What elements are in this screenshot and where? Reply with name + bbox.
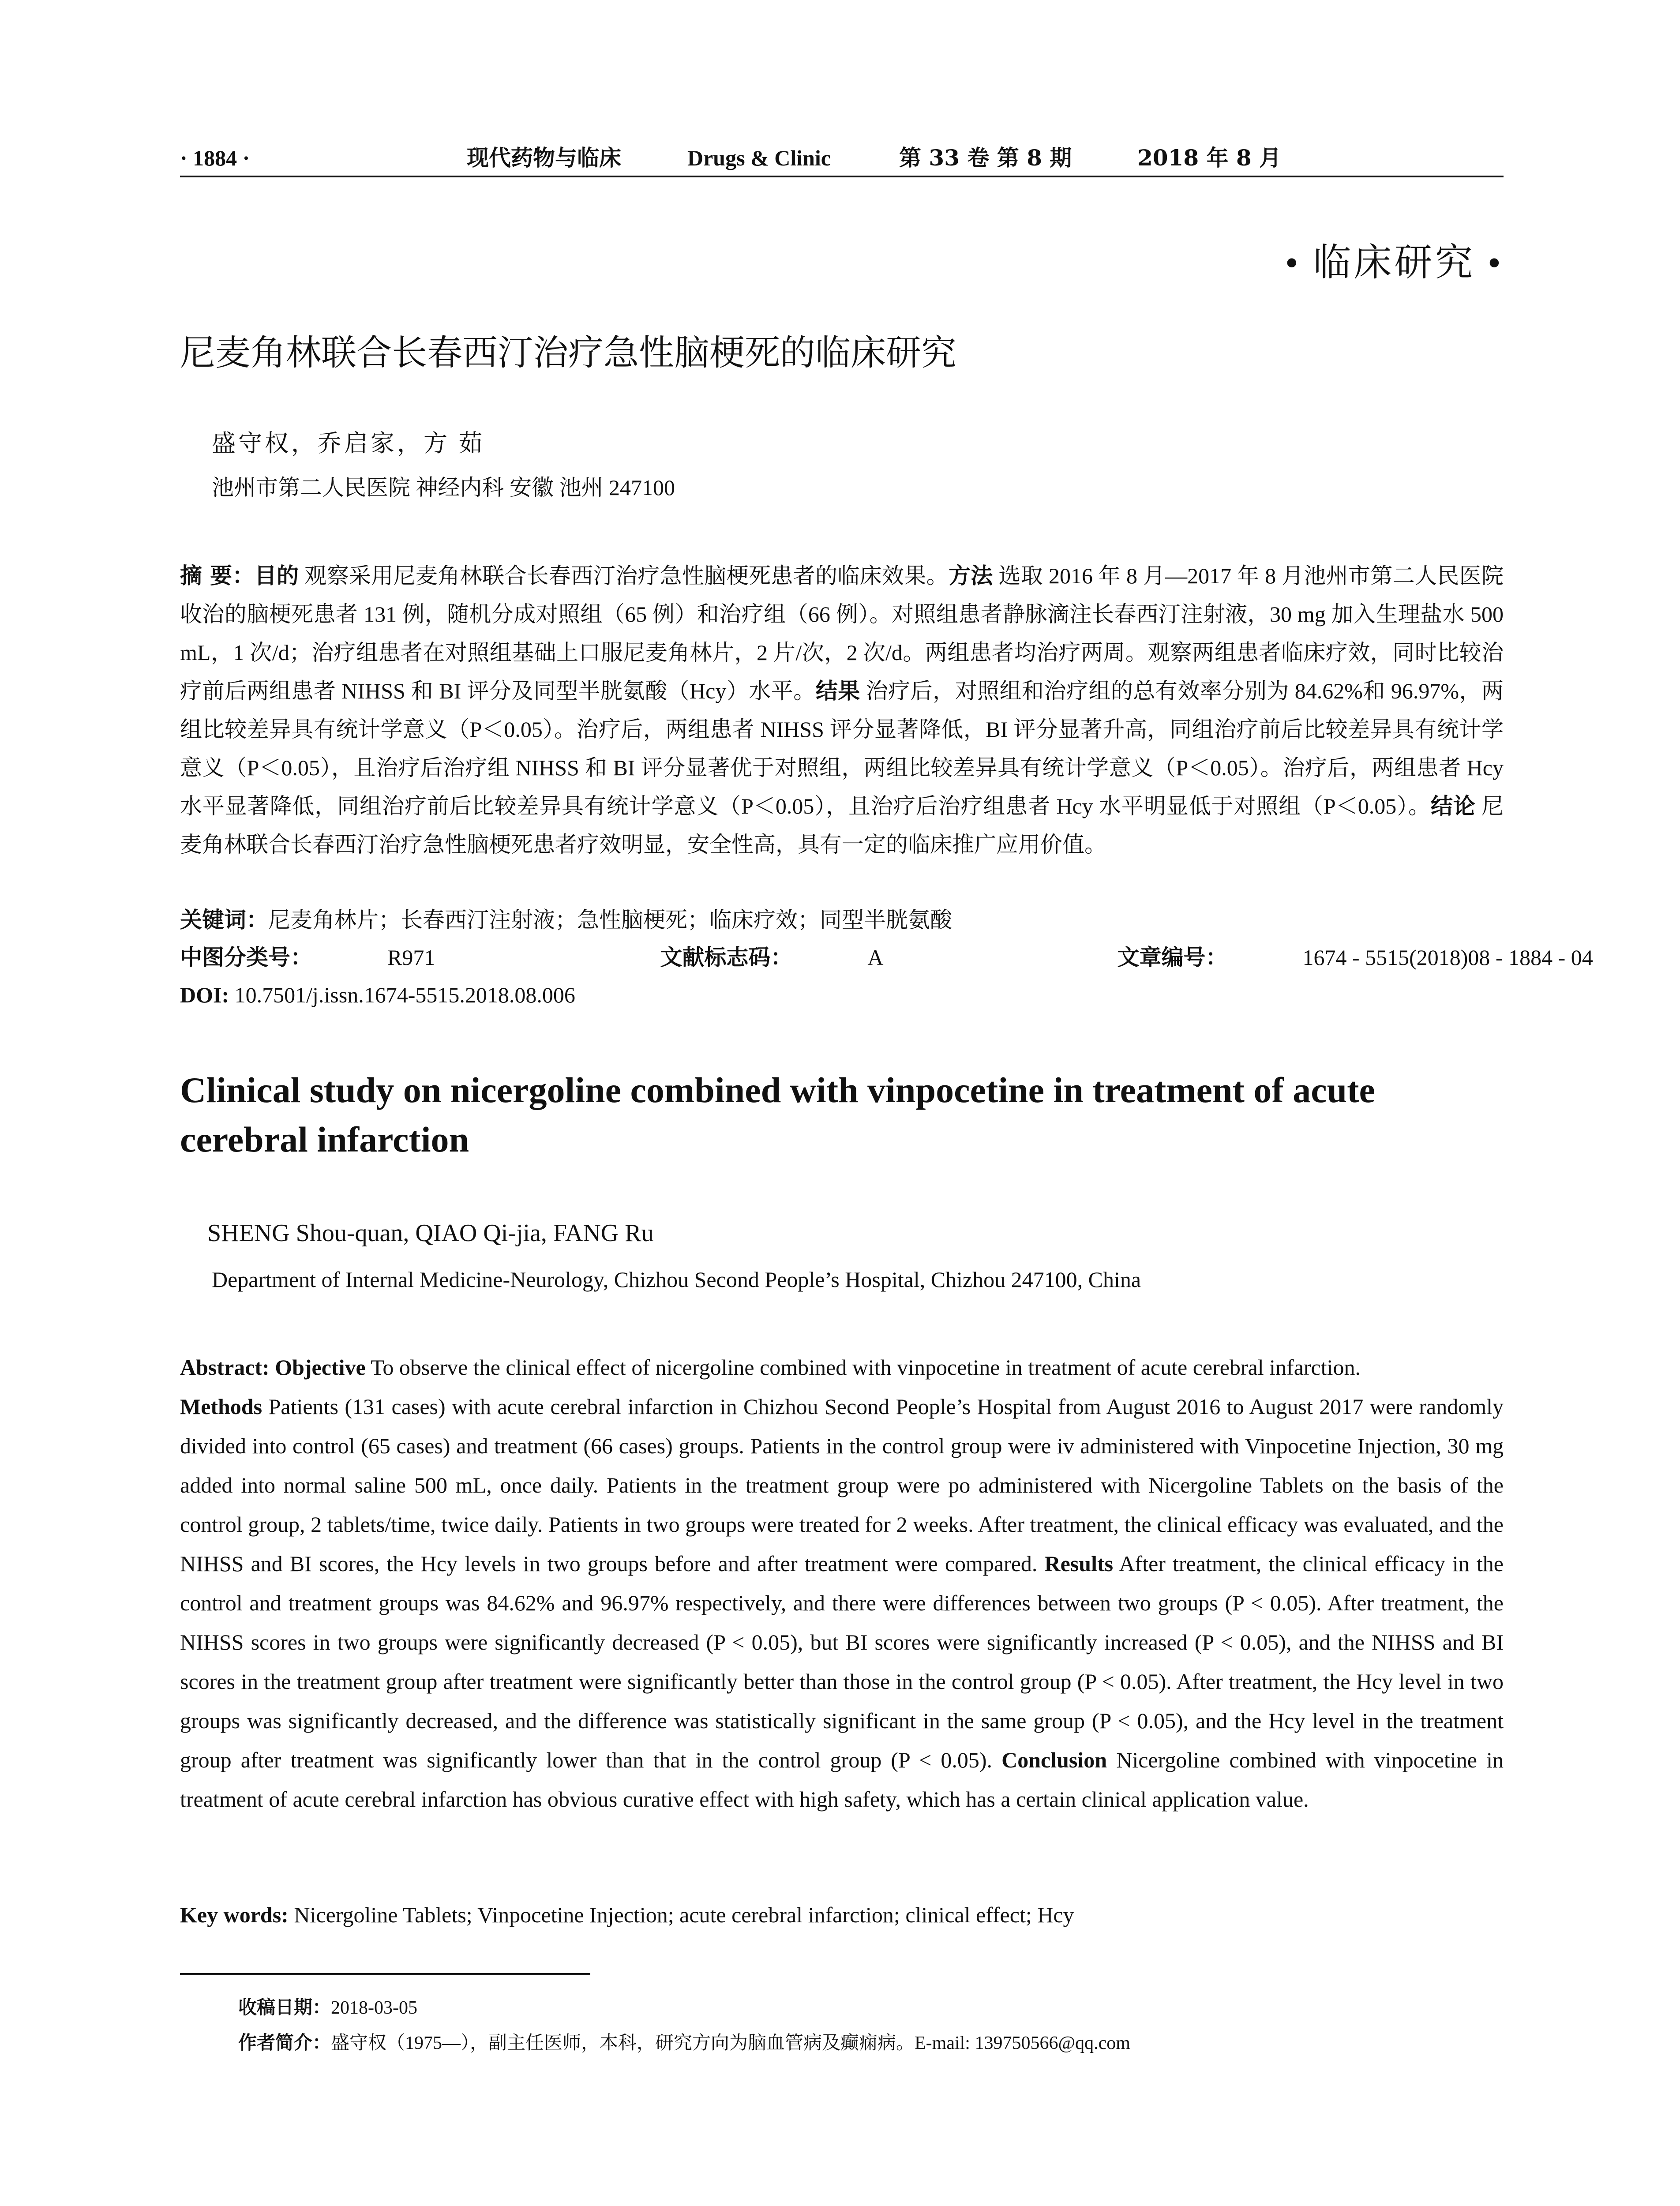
received-date: 2018-03-05 [331,1998,417,2018]
cn-objective-label: 目的 [254,563,299,589]
footnote-author [238,2027,1130,2059]
page-number: · 1884 · [180,146,250,170]
en-abstract [180,1348,1504,1819]
en-affiliation: Department of Internal Medicine-Neurology, Chizhou Second People’s Hospital, Chizhou 247100, China [212,1267,1141,1292]
cn-affiliation: 池州市第二人民医院 神经内科 安徽 池州 247100 [212,475,675,500]
received-label: 收稿日期： [238,1996,331,2018]
en-keywords-label: Key words: [180,1902,289,1927]
cn-methods-label: 方法 [948,563,993,589]
volume-issue: 第 33 卷 第 8 期 [899,145,1072,171]
cn-keywords-label: 关键词： [180,907,268,933]
running-header [180,140,1504,177]
cn-abstract [180,557,1504,864]
en-abstract-label: Abstract: Objective [180,1355,366,1380]
journal-name-cn: 现代药物与临床 [467,145,621,171]
journal-name-en: Drugs & Clinic [687,146,831,170]
en-results-text: After treatment, the clinical efficacy in the control and treatment groups was 84.62% and 96.97% respectively, and there were differences between two groups (P < 0.05). After treatment, the NIHSS scores in two groups were significantly decreased (P < 0.05), but BI scores were significantly increased (P < 0.05), and the NIHSS and BI scores in the treatment group after treatment were significantly better than those in the control group (P < 0.05). After treatment, the Hcy level in two groups was significantly decreased, and the difference was statistically significant in the same group (P < 0.05), and the Hcy level in the treatment group after treatment was significantly lower than that in the control group (P < 0.05). [180,1551,1504,1772]
clc-label: 中图分类号： [180,945,312,970]
en-authors: SHENG Shou-quan, QIAO Qi-jia, FANG Ru [207,1219,654,1247]
footnote-received [238,1992,417,2023]
cn-conclusion-text: 尼麦角林联合长春西汀治疗急性脑梗死患者疗效明显，安全性高，具有一定的临床推广应用价值。 [180,794,1504,857]
section-label: • 临床研究 • [1285,241,1504,284]
author-bio-label: 作者简介： [238,2032,331,2053]
cn-title: 尼麦角林联合长春西汀治疗急性脑梗死的临床研究 [180,332,956,373]
cn-conclusion-label: 结论 [1430,793,1476,819]
cn-keywords [180,902,1504,938]
clc-value: R971 [387,945,435,970]
en-results-label: Results [1044,1551,1114,1576]
cn-results-text: 治疗后，对照组和治疗组的总有效率分别为 84.62%和 96.97%，两组比较差异具有统计学意义（P＜0.05）。治疗后，两组患者 NIHSS 评分显著降低，BI 评分显著升高，同组治疗前后比较差异具有统计学意义（P＜0.05），且治疗后治疗组 NIHSS 和 BI 评分显著优于对照组，两组比较差异具有统计学意义（P＜0.05）。治疗后，两组患者 Hcy 水平显著降低，同组治疗前后比较差异具有统计学意义（P＜0.05），且治疗后治疗组患者 Hcy 水平明显低于对照组（P＜0.05）。 [180,679,1504,818]
doc-code-value: A [867,945,884,970]
doc-code-label: 文献标志码： [660,945,793,970]
cn-results-label: 结果 [815,678,860,704]
doi-label: DOI: [180,983,229,1007]
doi-line [180,977,1504,1013]
en-methods-text: Patients (131 cases) with acute cerebral infarction in Chizhou Second People’s Hospital from August 2016 to August 2017 were randomly divided into control (65 cases) and treatment (66 cases) groups. Patients in the control group were iv administered with Vinpocetine Injection, 30 mg added into normal saline 500 mL, once daily. Patients in the treatment group were po administered with Nicergoline Tablets on the basis of the control group, 2 tablets/time, twice daily. Patients in two groups were treated for 2 weeks. After treatment, the clinical efficacy was evaluated, and the NIHSS and BI scores, the Hcy levels in two groups before and after treatment were compared. [180,1394,1504,1576]
en-methods-label: Methods [180,1394,262,1419]
cn-methods-text: 选取 2016 年 8 月—2017 年 8 月池州市第二人民医院收治的脑梗死患者 131 例，随机分成对照组（65 例）和治疗组（66 例）。对照组患者静脉滴注长春西汀注射液，30 mg 加入生理盐水 500 mL，1 次/d；治疗组患者在对照组基础上口服尼麦角林片，2 片/次，2 次/d。两组患者均治疗两周。观察两组患者临床疗效，同时比较治疗前后两组患者 NIHSS 和 BI 评分及同型半胱氨酸（Hcy）水平。 [180,563,1504,703]
en-keywords-text: Nicergoline Tablets; Vinpocetine Injection; acute cerebral infarction; clinical effect; Hcy [288,1902,1074,1927]
cn-keywords-text: 尼麦角林片；长春西汀注射液；急性脑梗死；临床疗效；同型半胱氨酸 [268,908,952,932]
doi-value: 10.7501/j.issn.1674-5515.2018.08.006 [229,983,575,1007]
en-conclusion-text: Nicergoline combined with vinpocetine in treatment of acute cerebral infarction has obvious curative effect with high safety, which has a certain clinical application value. [180,1748,1504,1812]
article-no-label: 文章编号： [1117,945,1228,970]
en-conclusion-label: Conclusion [1001,1748,1107,1772]
cn-authors: 盛守权，乔启家，方 茹 [212,430,485,457]
issue-date: 2018 年 8 月 [1137,145,1282,171]
en-title: Clinical study on nicergoline combined with vinpocetine in treatment of acute cerebral infarction [180,1070,1375,1159]
cn-classification [180,940,1593,975]
footnote-rule [180,1973,590,1975]
article-no-value: 1674 - 5515(2018)08 - 1884 - 04 [1302,945,1593,970]
cn-abstract-label: 摘 要： [180,563,255,589]
en-keywords [180,1897,1504,1932]
en-objective-text: To observe the clinical effect of nicergoline combined with vinpocetine in treatment of acute cerebral infarction. [365,1355,1361,1380]
cn-objective-text: 观察采用尼麦角林联合长春西汀治疗急性脑梗死患者的临床效果。 [299,563,949,588]
author-bio: 盛守权（1975—），副主任医师，本科，研究方向为脑血管病及癫痫病。E-mail: 139750566@qq.com [331,2033,1130,2053]
